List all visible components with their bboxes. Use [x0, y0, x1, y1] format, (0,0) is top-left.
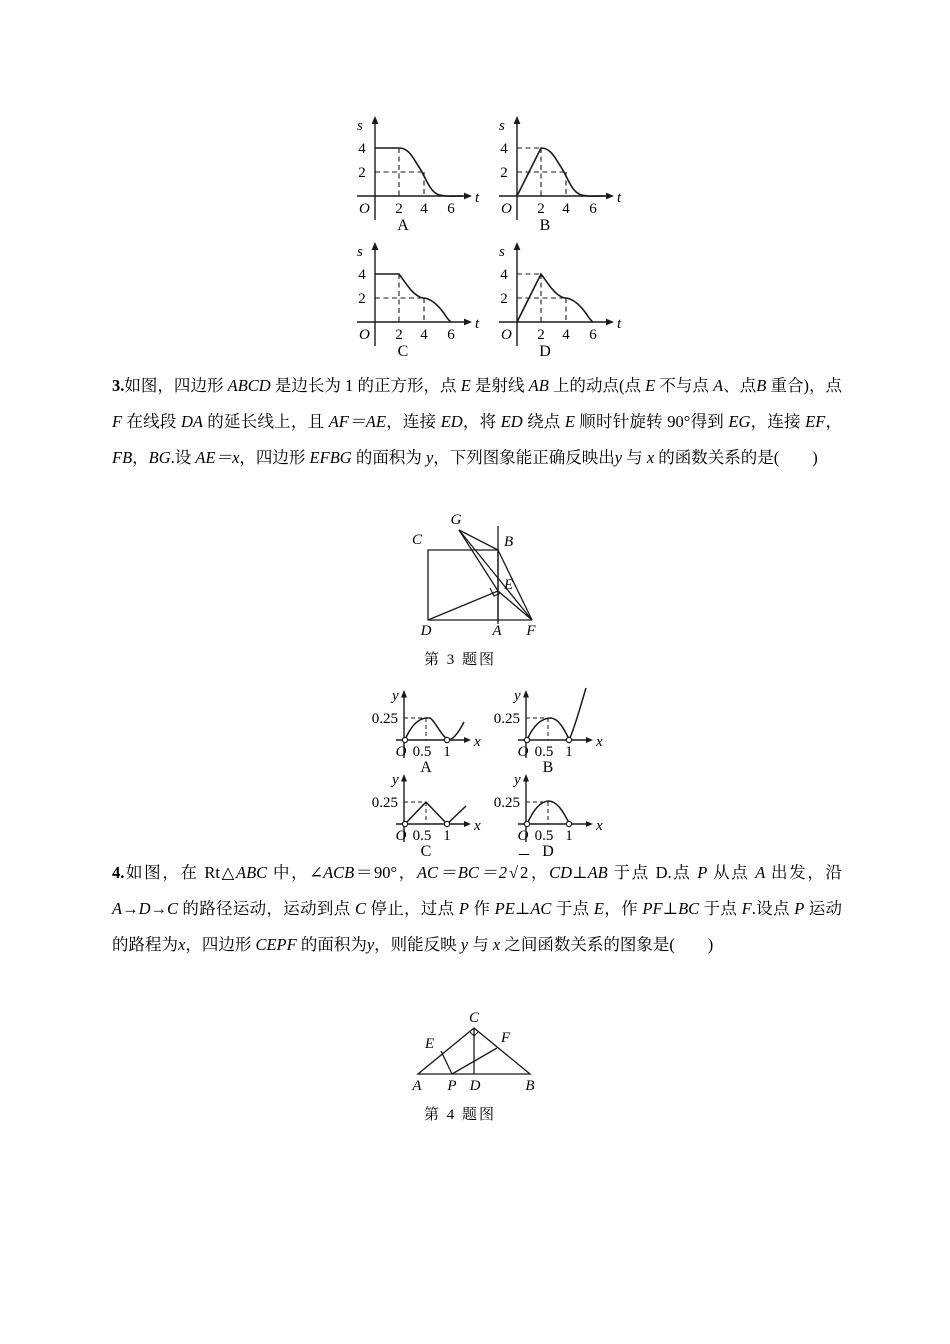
q3-t4b: 与: [622, 448, 647, 467]
ytick-2: 2: [358, 165, 366, 181]
q3-t1f: 、点: [723, 376, 757, 395]
q3-e3: E: [564, 412, 575, 431]
q3-t1c: 是射线: [470, 376, 529, 395]
q3-e1: E: [460, 376, 471, 395]
q3-t2c: 的延长线上，且: [202, 412, 329, 431]
axis-label-y: y: [514, 772, 521, 788]
option-label: A: [420, 759, 432, 776]
q3-t3h: ，下列图象能正确反映出: [433, 448, 615, 467]
data-curve: [405, 718, 464, 740]
q4-l1d: ，: [529, 863, 550, 882]
q3-t3a: 得到: [690, 412, 729, 431]
q4-p3: P: [794, 899, 805, 918]
option-label: A: [397, 217, 409, 234]
vertex-label-D: D: [469, 1078, 481, 1094]
q4-l1h: 出发，: [765, 863, 826, 882]
option-label: D: [539, 343, 551, 360]
axis-label-s: s: [357, 244, 363, 260]
q4-cepf: CEPF: [255, 935, 297, 954]
segment-EG: [459, 530, 498, 591]
x-axis-arrow: [586, 821, 593, 827]
axis-label-t: t: [475, 190, 480, 206]
q4-l3f: 与: [468, 935, 493, 954]
xtick-6: 6: [447, 201, 455, 217]
ytick-2: 2: [500, 291, 508, 307]
q3-b1: B: [756, 376, 767, 395]
question-3-text: [112, 368, 842, 476]
segment-ED: [428, 591, 498, 620]
q3-t3b: ，连接: [750, 412, 806, 431]
q3-option-graph-C: [352, 772, 487, 858]
dashed-guides: [517, 148, 566, 196]
xtick-6: 6: [589, 201, 597, 217]
xtick-0-5: 0.5: [412, 828, 432, 844]
q4-l2c: 停止，过点: [365, 899, 459, 918]
xtick-1: 1: [565, 828, 573, 844]
open-point-x1: [566, 821, 571, 826]
open-point-origin: [402, 737, 407, 742]
segment-GF: [459, 530, 532, 620]
y-axis-arrow: [514, 116, 521, 124]
x-axis-arrow: [606, 319, 614, 326]
sqrt-symbol: √ 2: [507, 854, 529, 891]
q2-option-graph-B: [477, 112, 627, 232]
q4-l2i: 于点: [699, 899, 742, 918]
q3-f1: F: [112, 412, 123, 431]
q4-path: A→D→C: [112, 899, 178, 918]
q4-x2: x: [492, 935, 501, 954]
ytick-0-25: 0.25: [371, 711, 398, 727]
q3-t3e: .设: [170, 448, 196, 467]
x-axis-arrow: [464, 737, 471, 743]
q4-l3e: ，则能反映: [374, 935, 461, 954]
origin-label: O: [395, 828, 407, 844]
xtick-2: 2: [395, 201, 403, 217]
q3-t3d: ，: [132, 448, 149, 467]
q4-l1b: 中，∠: [267, 863, 324, 882]
q4-bc: BC: [678, 899, 700, 918]
vertex-label-A: A: [412, 1078, 422, 1094]
x-axis-arrow: [464, 821, 471, 827]
vertex-label-D: D: [420, 623, 432, 639]
figure-strokes: [418, 1028, 530, 1074]
y-axis-arrow: [401, 774, 407, 782]
q4-l2j: .: [751, 899, 756, 918]
xtick-0-5: 0.5: [534, 744, 554, 760]
xtick-4: 4: [562, 327, 570, 343]
q3-option-graph-D: [474, 772, 609, 858]
q3-t2d: ，连接: [385, 412, 441, 431]
ytick-4: 4: [500, 267, 508, 283]
vertex-label-C: C: [411, 532, 422, 548]
q4-p1: P: [697, 863, 708, 882]
q3-y2: y: [614, 448, 623, 467]
xtick-6: 6: [447, 327, 455, 343]
q4-l1e: ⊥: [572, 863, 588, 882]
data-curve-rise: [569, 688, 586, 740]
origin-label: O: [359, 201, 370, 217]
q4-y2: y: [460, 935, 469, 954]
q4-y1: y: [366, 935, 375, 954]
segment-EF: [498, 591, 532, 620]
q4-l2d: 作: [468, 899, 495, 918]
open-point-x1: [444, 821, 449, 826]
question-4-number: 4.: [112, 863, 125, 882]
q3-t3f: ，四边形: [239, 448, 310, 467]
dashed-guides: [375, 274, 424, 322]
option-label: B: [542, 759, 554, 776]
ytick-2: 2: [358, 291, 366, 307]
q3-t3g: 的面积为: [351, 448, 426, 467]
q3-option-graph-A: [352, 688, 487, 774]
q4-l2b: 的路径运动，运动到点: [178, 899, 355, 918]
q4-l3b: 运动的路程为: [112, 899, 843, 954]
q4-l2e: ⊥: [514, 899, 531, 918]
q3-t2b: 在线段: [122, 412, 181, 431]
q3-a1: A: [713, 376, 724, 395]
q4-ab: AB: [587, 863, 608, 882]
vertex-label-E: E: [504, 577, 514, 593]
q2-option-graph-A: [335, 112, 485, 232]
q4-l2f: 于点: [551, 899, 594, 918]
xtick-1: 1: [443, 744, 451, 760]
q3-t2f: 绕点: [522, 412, 565, 431]
xtick-1: 1: [443, 828, 451, 844]
origin-label: O: [359, 327, 370, 343]
q3-afae: AF＝AE: [328, 412, 386, 431]
q4-l2h: ⊥: [662, 899, 679, 918]
origin-label: O: [395, 744, 407, 760]
origin-label: O: [517, 744, 529, 760]
xtick-4: 4: [562, 201, 570, 217]
vertex-label-F: F: [526, 623, 536, 639]
axis-label-s: s: [499, 244, 505, 260]
ytick-2: 2: [500, 165, 508, 181]
q4-acbc: AC＝BC＝2: [416, 863, 507, 882]
q4-l3c: ，四边形: [185, 935, 256, 954]
q2-option-graph-C: [335, 238, 485, 358]
q4-l1a: 如图，在 Rt△: [124, 863, 236, 882]
x-axis-arrow: [464, 193, 472, 200]
q4-p2: P: [458, 899, 469, 918]
open-point-x1: [444, 737, 449, 742]
y-axis-arrow: [372, 116, 379, 124]
q3-da: DA: [180, 412, 203, 431]
q3-ef: EF: [805, 412, 826, 431]
option-label: B: [539, 217, 551, 234]
y-axis-arrow: [514, 242, 521, 250]
axis-label-x: x: [474, 818, 481, 834]
question-3-number: 3.: [112, 376, 125, 395]
q3-fb: FB: [112, 448, 133, 467]
question-4-figure-caption: 第 4 题图: [424, 1107, 497, 1123]
q4-pf: PF: [642, 899, 663, 918]
q3-efbg: EFBG: [309, 448, 352, 467]
q3-ed1: ED: [440, 412, 463, 431]
xtick-6: 6: [589, 327, 597, 343]
xtick-1: 1: [565, 744, 573, 760]
vertex-label-F: F: [501, 1030, 511, 1046]
q4-a2: A: [755, 863, 766, 882]
q3-aex: AE＝x: [195, 448, 240, 467]
y-axis-arrow: [372, 242, 379, 250]
q3-eg: EG: [728, 412, 751, 431]
ytick-4: 4: [500, 141, 508, 157]
q4-l4: ( ): [669, 935, 714, 954]
option-label: D: [542, 843, 554, 860]
vertex-label-G: G: [450, 512, 462, 528]
vertex-label-E: E: [424, 1036, 434, 1052]
q4-l3a: 设点: [755, 899, 795, 918]
q4-l3g: 之间函数关系的图象是: [500, 935, 670, 954]
q3-t1b: 是边长为 1 的正方形，点: [270, 376, 461, 395]
x-axis-arrow: [464, 319, 472, 326]
axis-label-t: t: [475, 316, 480, 332]
q3-option-graph-B: [474, 688, 609, 774]
vertex-label-B: B: [525, 1078, 535, 1094]
q3-x2: x: [646, 448, 655, 467]
q3-ab1: AB: [528, 376, 549, 395]
q3-t2a: 重合)，点: [766, 376, 843, 395]
origin-label: O: [517, 828, 529, 844]
y-axis-arrow: [401, 690, 407, 698]
option-label: C: [397, 343, 409, 360]
axis-label-t: t: [617, 190, 622, 206]
q3-y1: y: [425, 448, 434, 467]
open-point-origin: [524, 821, 529, 826]
vertex-label-B: B: [504, 534, 514, 550]
open-point-origin: [524, 737, 529, 742]
dashed-guides: [517, 274, 566, 322]
question-3-figure-caption: 第 3 题图: [424, 652, 497, 668]
question-3-figure: [400, 508, 570, 638]
q4-abc: ABC: [236, 863, 268, 882]
square-ABCD: [428, 550, 498, 620]
axis-label-y: y: [514, 688, 521, 704]
xtick-2: 2: [395, 327, 403, 343]
q3-e2: E: [645, 376, 656, 395]
q4-l3d: 的面积为: [296, 935, 367, 954]
question-4-figure: [400, 1008, 550, 1094]
y-axis-arrow: [523, 774, 529, 782]
ytick-4: 4: [358, 267, 366, 283]
axis-label-s: s: [499, 118, 505, 134]
q3-t1a: 如图，四边形: [124, 376, 228, 395]
xtick-0-5: 0.5: [412, 744, 432, 760]
ytick-0-25: 0.25: [371, 795, 398, 811]
vertex-label-P: P: [447, 1078, 457, 1094]
data-polyline: [405, 802, 466, 824]
question-4-text: [112, 854, 842, 963]
xtick-2: 2: [537, 327, 545, 343]
q4-acb: ACB: [323, 863, 355, 882]
q3-t2g: 顺时针旋转 90°: [574, 412, 691, 431]
q4-c1: C: [354, 899, 366, 918]
vertex-label-C: C: [468, 1010, 480, 1026]
y-axis-arrow: [523, 690, 529, 698]
xtick-0-5: 0.5: [534, 828, 554, 844]
sqrt-radicand: 2: [519, 854, 529, 891]
q4-pe: PE: [494, 899, 515, 918]
q4-l1c: ＝90°，: [354, 863, 417, 882]
figure-strokes: [428, 526, 532, 624]
x-axis-arrow: [606, 193, 614, 200]
q4-l2g: ，作: [604, 899, 643, 918]
q3-t1e: 不与点: [655, 376, 714, 395]
dashed-guides: [404, 718, 426, 740]
q2-option-graph-D: [477, 238, 627, 358]
axis-label-y: y: [392, 688, 399, 704]
axis-label-x: x: [596, 734, 603, 750]
q4-x1: x: [178, 935, 186, 954]
xtick-2: 2: [537, 201, 545, 217]
q4-f2: F: [741, 899, 752, 918]
q3-t3c: ，: [825, 412, 843, 431]
axis-label-t: t: [617, 316, 622, 332]
q4-l1g: 从点: [707, 863, 756, 882]
segment-PE: [441, 1051, 452, 1074]
ytick-0-25: 0.25: [493, 795, 520, 811]
q4-cd: CD: [549, 863, 573, 882]
q3-t1d: 上的动点(点: [548, 376, 646, 395]
q3-ed2: ED: [500, 412, 523, 431]
q4-ac: AC: [530, 899, 552, 918]
q4-l1f: 于点 D.点: [607, 863, 698, 882]
axis-label-x: x: [474, 734, 481, 750]
q4-l2a: 沿: [825, 863, 843, 882]
axis-label-s: s: [357, 118, 363, 134]
dashed-guides: [375, 148, 424, 196]
q3-bg: BG: [148, 448, 171, 467]
open-point-x1: [566, 737, 571, 742]
q3-t2e: ，将: [462, 412, 501, 431]
axis-label-x: x: [596, 818, 603, 834]
xtick-4: 4: [420, 327, 428, 343]
xtick-4: 4: [420, 201, 428, 217]
ytick-4: 4: [358, 141, 366, 157]
open-point-origin: [402, 821, 407, 826]
q4-e2: E: [593, 899, 604, 918]
q3-t4d: 的函数关系的是( ): [654, 448, 818, 467]
origin-label: O: [501, 327, 512, 343]
axis-label-y: y: [392, 772, 399, 788]
ytick-0-25: 0.25: [493, 711, 520, 727]
origin-label: O: [501, 201, 512, 217]
x-axis-arrow: [586, 737, 593, 743]
option-label: C: [420, 843, 432, 860]
q3-abcd: ABCD: [227, 376, 271, 395]
vertex-label-A: A: [492, 623, 502, 639]
